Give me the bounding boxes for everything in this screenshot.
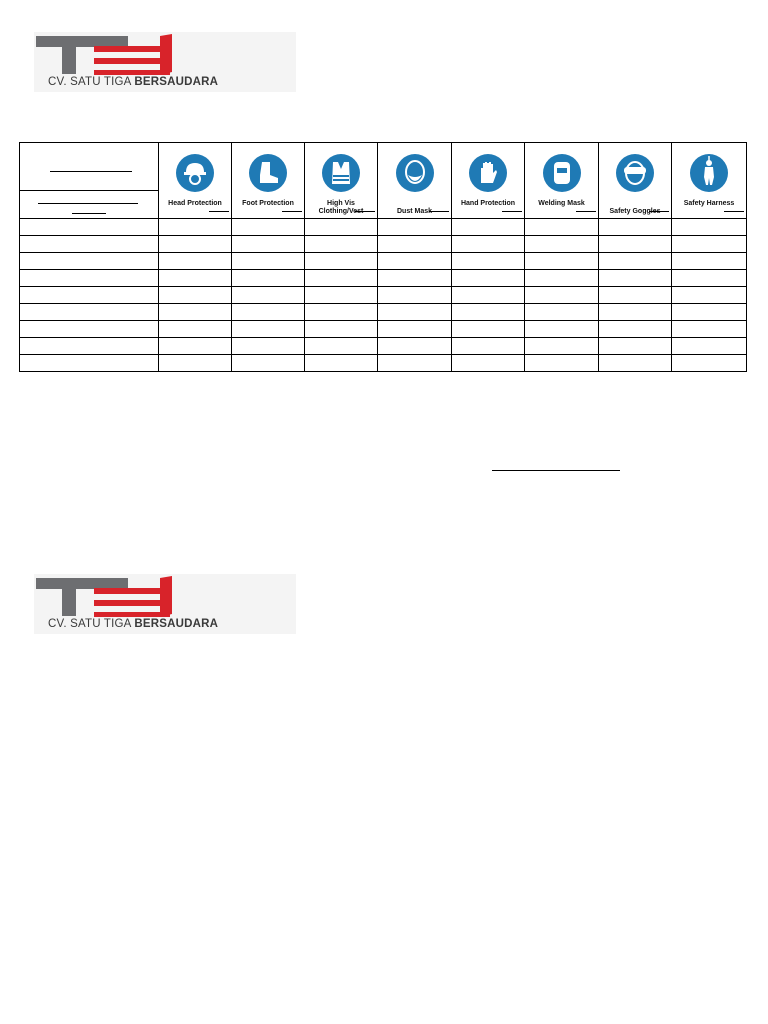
check-line (282, 211, 302, 212)
check-cell[interactable] (599, 355, 672, 372)
check-cell[interactable] (599, 287, 672, 304)
check-cell[interactable] (672, 321, 747, 338)
check-cell[interactable] (159, 287, 232, 304)
check-cell[interactable] (525, 236, 599, 253)
check-cell[interactable] (672, 219, 747, 236)
check-cell[interactable] (305, 253, 378, 270)
table-row (20, 338, 747, 355)
check-cell[interactable] (159, 219, 232, 236)
table-row (20, 253, 747, 270)
name-header-cell (20, 143, 159, 219)
check-cell[interactable] (525, 355, 599, 372)
check-cell[interactable] (452, 253, 525, 270)
ppe-label: Head Protection (168, 200, 222, 207)
check-cell[interactable] (599, 321, 672, 338)
check-cell[interactable] (232, 338, 305, 355)
glove-icon (468, 153, 508, 193)
check-line (502, 211, 522, 212)
short-blank-line (72, 213, 106, 214)
ppe-col-welding-mask (525, 143, 599, 219)
check-cell[interactable] (672, 270, 747, 287)
check-cell[interactable] (305, 270, 378, 287)
ppe-label: Foot Protection (242, 200, 294, 207)
check-cell[interactable] (599, 270, 672, 287)
check-cell[interactable] (232, 219, 305, 236)
ppe-col-high-vis (305, 143, 378, 219)
company-name: CV. SATU TIGA BERSAUDARA (48, 76, 219, 88)
ppe-header-row (20, 143, 747, 219)
check-cell[interactable] (232, 355, 305, 372)
table-row (20, 270, 747, 287)
ppe-checklist-table (19, 142, 747, 372)
ppe-label: Safety Harness (683, 200, 735, 207)
table-row (20, 287, 747, 304)
name-cell[interactable] (20, 304, 159, 321)
check-cell[interactable] (305, 219, 378, 236)
check-cell[interactable] (305, 321, 378, 338)
check-cell[interactable] (159, 236, 232, 253)
ppe-table-body (20, 219, 747, 372)
check-cell[interactable] (378, 219, 452, 236)
check-cell[interactable] (599, 338, 672, 355)
check-cell[interactable] (159, 304, 232, 321)
hi-vis-vest-icon (321, 153, 361, 193)
ppe-label: Hand Protection (460, 200, 516, 207)
check-cell[interactable] (525, 321, 599, 338)
check-cell[interactable] (525, 270, 599, 287)
safety-harness-icon (689, 153, 729, 193)
title-blank-line (50, 171, 132, 172)
signature-line (492, 470, 620, 471)
table-row (20, 321, 747, 338)
check-cell[interactable] (672, 338, 747, 355)
check-cell[interactable] (452, 236, 525, 253)
check-cell[interactable] (232, 253, 305, 270)
table-row (20, 355, 747, 372)
check-cell[interactable] (159, 253, 232, 270)
check-cell[interactable] (452, 287, 525, 304)
name-cell[interactable] (20, 219, 159, 236)
check-cell[interactable] (378, 355, 452, 372)
name-cell[interactable] (20, 270, 159, 287)
logo-mark (34, 32, 296, 76)
ppe-col-head-protection (159, 143, 232, 219)
ppe-col-foot-protection (232, 143, 305, 219)
check-cell[interactable] (599, 219, 672, 236)
check-cell[interactable] (599, 236, 672, 253)
check-cell[interactable] (378, 236, 452, 253)
check-cell[interactable] (525, 304, 599, 321)
dust-mask-icon (395, 153, 435, 193)
check-cell[interactable] (452, 338, 525, 355)
check-cell[interactable] (452, 219, 525, 236)
check-cell[interactable] (305, 355, 378, 372)
table-row (20, 304, 747, 321)
ppe-col-dust-mask (378, 143, 452, 219)
check-cell[interactable] (378, 321, 452, 338)
check-line (576, 211, 596, 212)
check-cell[interactable] (159, 338, 232, 355)
table-row (20, 219, 747, 236)
safety-boot-icon (248, 153, 288, 193)
ppe-label: Dust Mask (396, 208, 432, 215)
check-cell[interactable] (452, 304, 525, 321)
logo-mark (34, 574, 296, 618)
check-cell[interactable] (232, 304, 305, 321)
check-cell[interactable] (452, 270, 525, 287)
check-cell[interactable] (305, 287, 378, 304)
header-divider (20, 190, 159, 191)
ppe-label: Welding Mask (538, 200, 585, 207)
ppe-col-safety-goggles (599, 143, 672, 219)
check-cell[interactable] (672, 236, 747, 253)
check-cell[interactable] (452, 321, 525, 338)
table-row (20, 236, 747, 253)
check-cell[interactable] (599, 253, 672, 270)
ppe-label: High Vis Clothing/Vest (318, 200, 364, 215)
name-cell[interactable] (20, 287, 159, 304)
name-cell[interactable] (20, 355, 159, 372)
ppe-col-hand-protection (452, 143, 525, 219)
check-cell[interactable] (378, 338, 452, 355)
check-cell[interactable] (232, 321, 305, 338)
check-cell[interactable] (672, 304, 747, 321)
check-cell[interactable] (525, 287, 599, 304)
check-cell[interactable] (599, 304, 672, 321)
check-cell[interactable] (378, 304, 452, 321)
check-line (724, 211, 744, 212)
check-cell[interactable] (452, 355, 525, 372)
check-cell[interactable] (672, 287, 747, 304)
check-cell[interactable] (232, 287, 305, 304)
company-logo-bottom (34, 574, 296, 634)
check-cell[interactable] (672, 253, 747, 270)
check-cell[interactable] (525, 338, 599, 355)
goggles-icon (615, 153, 655, 193)
name-cell[interactable] (20, 236, 159, 253)
welding-mask-icon (542, 153, 582, 193)
company-logo-top (34, 32, 296, 92)
check-cell[interactable] (525, 253, 599, 270)
check-cell[interactable] (232, 236, 305, 253)
check-cell[interactable] (232, 270, 305, 287)
ppe-col-safety-harness (672, 143, 747, 219)
check-line (649, 211, 669, 212)
ppe-label: Safety Goggles (609, 208, 661, 215)
check-cell[interactable] (159, 270, 232, 287)
check-cell[interactable] (159, 321, 232, 338)
check-cell[interactable] (305, 338, 378, 355)
name-cell[interactable] (20, 338, 159, 355)
company-name: CV. SATU TIGA BERSAUDARA (48, 618, 219, 630)
check-line (429, 211, 449, 212)
check-cell[interactable] (305, 304, 378, 321)
check-cell[interactable] (525, 219, 599, 236)
subtitle-blank-line (38, 203, 138, 204)
name-cell[interactable] (20, 253, 159, 270)
check-line (355, 211, 375, 212)
check-cell[interactable] (378, 287, 452, 304)
check-line (209, 211, 229, 212)
name-cell[interactable] (20, 321, 159, 338)
hard-hat-icon (175, 153, 215, 193)
check-cell[interactable] (378, 253, 452, 270)
check-cell[interactable] (305, 236, 378, 253)
check-cell[interactable] (159, 355, 232, 372)
check-cell[interactable] (378, 270, 452, 287)
check-cell[interactable] (672, 355, 747, 372)
